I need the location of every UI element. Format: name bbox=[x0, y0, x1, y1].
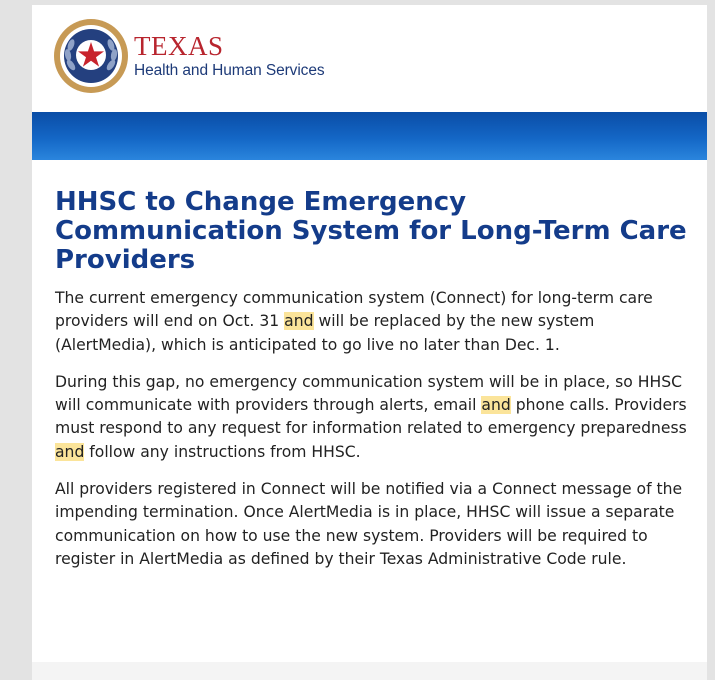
paragraph-text: phone calls. Providers must respond to any request for information related to emergency preparedness bbox=[55, 396, 687, 438]
search-highlight: and bbox=[284, 312, 314, 331]
article-body bbox=[55, 188, 695, 585]
paragraph-text: follow any instructions from HHSC. bbox=[84, 442, 361, 461]
article-paragraph-3: All providers registered in Connect will be notified via a Connect message of the impending termination. Once AlertMedia is in place, HHSC will issue a separate communication on how to use the new system. Providers will be required to register in AlertMedia as defined by their Texas Administrative Code rule. bbox=[55, 480, 683, 568]
search-highlight: and bbox=[55, 442, 85, 461]
texas-hhs-logo[interactable] bbox=[52, 15, 352, 105]
article-paragraph-2 bbox=[55, 371, 695, 464]
paragraph-text: The current emergency communication system (Connect) for long-term care providers will end on Oct. 31 bbox=[55, 289, 653, 331]
header-banner bbox=[32, 112, 707, 160]
article-headline: HHSC to Change Emergency Communication System for Long-Term Care Providers bbox=[55, 187, 687, 275]
paragraph-text: will be replaced by the new system (AlertMedia), which is anticipated to go live no later than Dec. 1. bbox=[55, 312, 595, 354]
search-highlight: and bbox=[481, 396, 511, 415]
logo-wordmark bbox=[134, 32, 325, 80]
texas-star-seal-icon bbox=[52, 17, 130, 95]
email-card bbox=[32, 5, 707, 662]
article-paragraph-1 bbox=[55, 287, 695, 357]
email-footer-strip bbox=[32, 662, 707, 680]
logo-hhs-text: Health and Human Services bbox=[134, 62, 325, 79]
logo-texas-text: TEXAS bbox=[134, 31, 224, 61]
paragraph-text: During this gap, no emergency communication system will be in place, so HHSC will communicate with providers through alerts, email bbox=[55, 372, 683, 415]
